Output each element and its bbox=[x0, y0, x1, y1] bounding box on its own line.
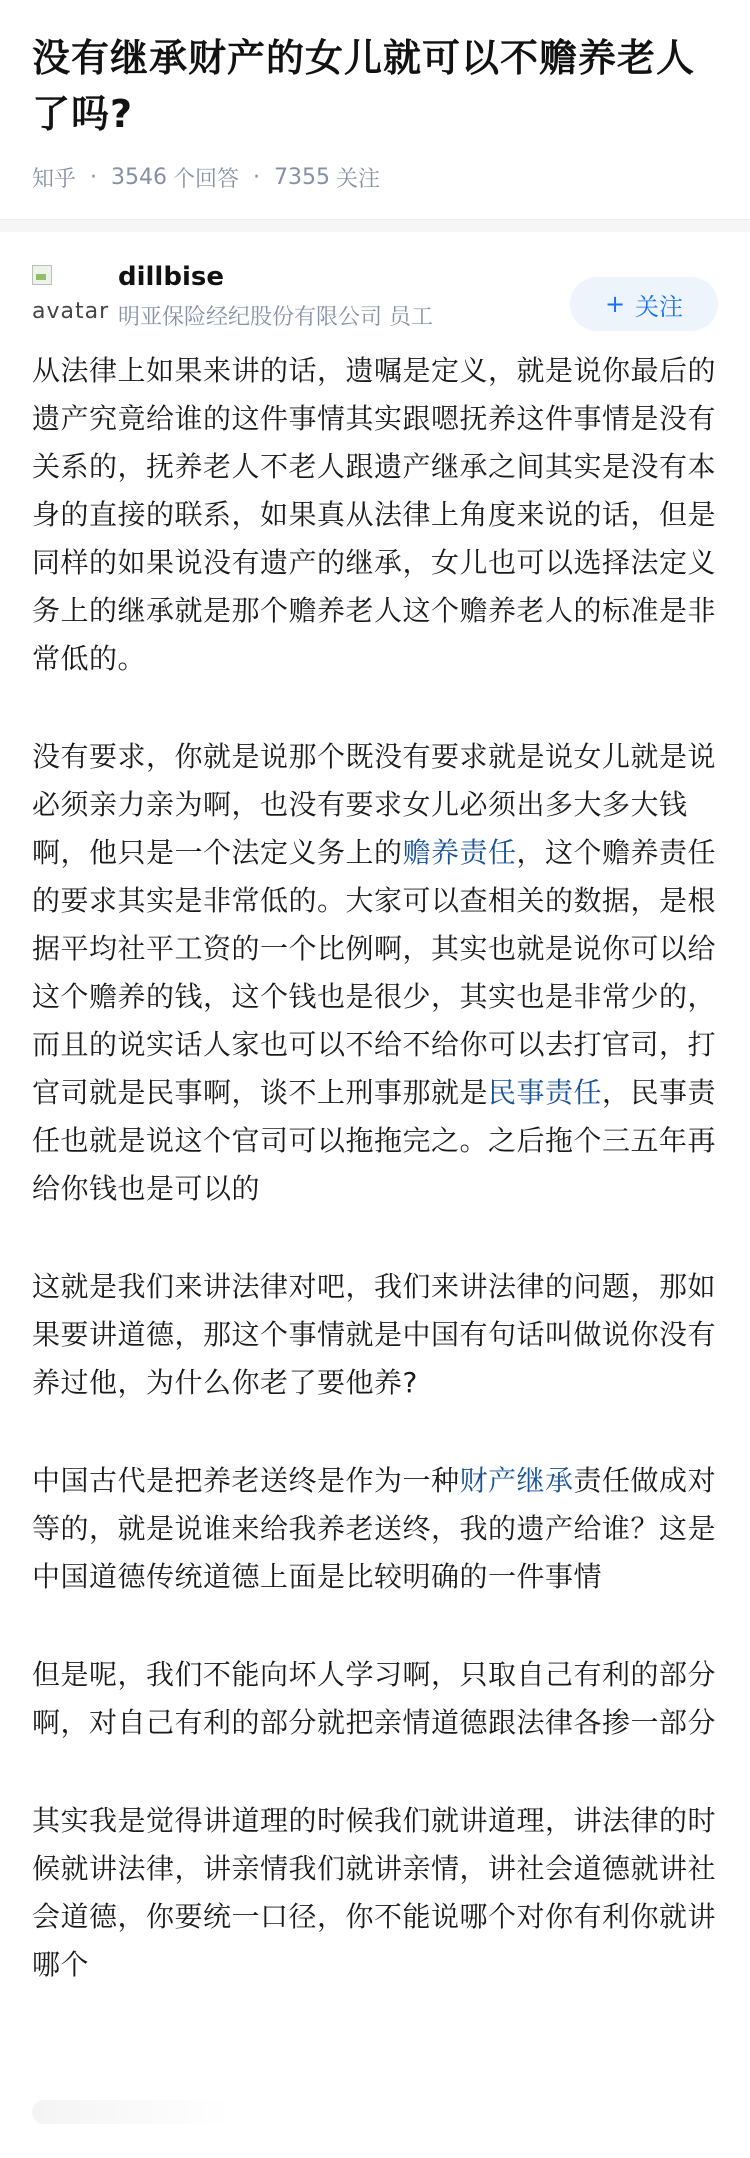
answer-paragraph bbox=[32, 1263, 718, 1407]
answers-label[interactable]: 个回答 bbox=[173, 167, 240, 192]
paragraph-text: ，民事责任也就是说这个官司可以拖拖完之。之后拖个三五年再给你钱也是可以的 bbox=[32, 1076, 717, 1205]
footer-fade bbox=[32, 2100, 232, 2124]
answer-paragraph bbox=[32, 347, 718, 683]
follow-button[interactable] bbox=[570, 277, 718, 331]
avatar-alt-text: avatar bbox=[32, 298, 110, 324]
keyword-link[interactable]: 赡养责任 bbox=[402, 836, 517, 869]
avatar[interactable] bbox=[32, 265, 110, 327]
answer-author bbox=[0, 232, 750, 347]
paragraph-text: 其实我是觉得讲道理的时候我们就讲道理，讲法律的时候就讲法律，讲亲情我们就讲亲情，讲社会道德就讲社会道德，你要统一口径，你不能说哪个对你有利你就讲哪个 bbox=[32, 1804, 717, 1981]
follow-label: 关注 bbox=[635, 292, 684, 321]
paragraph-text: 但是呢，我们不能向坏人学习啊，只取自己有利的部分啊，对自己有利的部分就把亲情道德跟法律各掺一部分 bbox=[32, 1658, 717, 1739]
paragraph-text: 从法律上如果来讲的话，遗嘱是定义，就是说你最后的遗产究竟给谁的这件事情其实跟嗯抚养这件事情是没有关系的，抚养老人不老人跟遗产继承之间其实是没有本身的直接的联系，如果真从法律上角度来说的话，但是同样的如果说没有遗产的继承，女儿也可以选择法定义务上的继承就是那个赡养老人这个赡养老人的标准是非常低的。 bbox=[32, 354, 717, 675]
keyword-link[interactable]: 民事责任 bbox=[488, 1076, 603, 1109]
paragraph-text: 没有要求，你就是说那个既没有要求就是说女儿就是说必须亲力亲为啊，也没有要求女儿必须出多大多大钱啊，他只是一个法定义务上的 bbox=[32, 740, 717, 869]
author-badge: 明亚保险经纪股份有限公司 员工 bbox=[118, 305, 433, 330]
question-header bbox=[0, 0, 750, 219]
paragraph-text: ，这个赡养责任的要求其实是非常低的。大家可以查相关的数据，是根据平均社平工资的一个比例啊，其实也就是说你可以给这个赡养的钱，这个钱也是很少，其实也是非常少的，而且的说实话人家也可以不给不给你可以去打官司，打官司就是民事啊，谈不上刑事那就是 bbox=[32, 836, 717, 1109]
question-title[interactable]: 没有继承财产的女儿就可以不赡养老人了吗? bbox=[32, 36, 696, 136]
answer-paragraph bbox=[32, 733, 718, 1213]
source-label[interactable]: 知乎 bbox=[32, 167, 77, 192]
keyword-link[interactable]: 财产继承 bbox=[459, 1464, 574, 1497]
plus-icon: + bbox=[604, 290, 626, 318]
broken-image-icon bbox=[32, 265, 52, 285]
answer-body bbox=[0, 347, 750, 1989]
answer-paragraph bbox=[32, 1457, 718, 1601]
question-meta bbox=[32, 162, 718, 193]
answer-paragraph bbox=[32, 1651, 718, 1747]
meta-separator: · bbox=[90, 165, 98, 190]
paragraph-text: 责任做成对等的，就是说谁来给我养老送终，我的遗产给谁？这是中国道德传统道德上面是比较明确的一件事情 bbox=[32, 1464, 717, 1593]
followers-count: 7355 bbox=[274, 165, 331, 190]
meta-separator: · bbox=[253, 165, 261, 190]
answer-paragraph bbox=[32, 1797, 718, 1989]
answers-count: 3546 bbox=[111, 165, 168, 190]
section-divider bbox=[0, 219, 750, 232]
followers-label[interactable]: 关注 bbox=[336, 167, 381, 192]
paragraph-text: 这就是我们来讲法律对吧，我们来讲法律的问题，那如果要讲道德，那这个事情就是中国有句话叫做说你没有养过他，为什么你老了要他养? bbox=[32, 1270, 717, 1399]
paragraph-text: 中国古代是把养老送终是作为一种 bbox=[32, 1464, 460, 1497]
author-name[interactable]: dillbise bbox=[118, 262, 224, 292]
